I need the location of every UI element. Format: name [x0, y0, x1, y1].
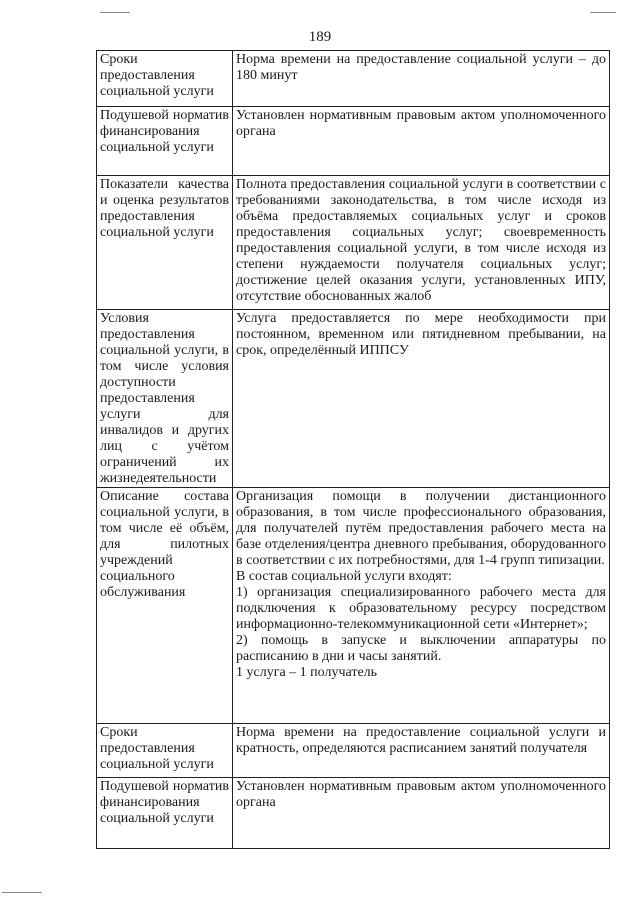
- row-label: Подушевой норматив финансирования социальной услуги: [97, 778, 233, 849]
- value-paragraph: 2) помощь в запуске и выключении аппаратуры по расписанию в дни и часы занятий.: [236, 633, 606, 664]
- scan-artifact-top-right: [590, 12, 616, 13]
- row-label: Сроки предоставления социальной услуги: [97, 724, 233, 778]
- table-row: [97, 107, 610, 176]
- row-value: [233, 51, 610, 107]
- row-label: Описание состава социальной услуги, в том числе её объём, для пилотных учреждений социального обслуживания: [97, 488, 233, 724]
- table-row: [97, 778, 610, 849]
- page-number: 189: [308, 29, 332, 45]
- table-row: [97, 51, 610, 107]
- service-description-table: [96, 50, 610, 849]
- value-paragraph: Норма времени на предоставление социальной услуги – до 180 минут: [236, 52, 606, 83]
- value-paragraph: Установлен нормативным правовым актом уполномоченного органа: [236, 779, 606, 810]
- row-value: [233, 176, 610, 310]
- row-value: [233, 724, 610, 778]
- value-paragraph: В состав социальной услуги входят:: [236, 569, 452, 584]
- value-paragraph: Полнота предоставления социальной услуги в соответствии с требованиями законодательства, в том числе исходя из объёма предоставляемых социальных услуг и сроков предоставления социальных услуг; своевременность предоставления социальной услуги, в том числе исходя из степени нуждаемости получателя социальных услуг; достижение целей оказания услуги, установленных ИПУ, отсутствие обоснованных жалоб: [236, 177, 606, 304]
- scan-artifact-bottom-left: [2, 892, 42, 893]
- scan-artifact-top-left: [100, 12, 130, 13]
- row-label: Подушевой норматив финансирования социальной услуги: [97, 107, 233, 176]
- value-paragraph: 1) организация специализированного рабочего места для подключения к образовательному ресурсу посредством информационно-телекоммуникационной сети «Интернет»;: [236, 585, 606, 632]
- table-row: [97, 310, 610, 488]
- row-value: [233, 488, 610, 724]
- row-label: Условия предоставления социальной услуги, в том числе условия доступности предоставления услуги для инвалидов и других лиц с учётом ограничений их жизнедеятельности: [97, 310, 233, 488]
- row-value: [233, 778, 610, 849]
- value-paragraph: Норма времени на предоставление социальной услуги и кратность, определяются расписанием занятий получателя: [236, 725, 606, 756]
- value-paragraph: 1 услуга – 1 получатель: [236, 665, 378, 680]
- value-paragraph: Услуга предоставляется по мере необходимости при постоянном, временном или пятидневном пребывании, на срок, определённый ИППСУ: [236, 311, 606, 358]
- table-row: [97, 724, 610, 778]
- row-label: Сроки предоставления социальной услуги: [97, 51, 233, 107]
- value-paragraph: Установлен нормативным правовым актом уполномоченного органа: [236, 108, 606, 139]
- value-paragraph: Организация помощи в получении дистанционного образования, в том числе профессионального образования, для получателей путём предоставления рабочего места на базе отделения/центра дневного пребывания, оборудованного в соответствии с их потребностями, для 1-4 групп типизации.: [236, 489, 606, 568]
- row-value: [233, 310, 610, 488]
- table-row: [97, 176, 610, 310]
- row-label: Показатели качества и оценка результатов предоставления социальной услуги: [97, 176, 233, 310]
- table-row: [97, 488, 610, 724]
- row-value: [233, 107, 610, 176]
